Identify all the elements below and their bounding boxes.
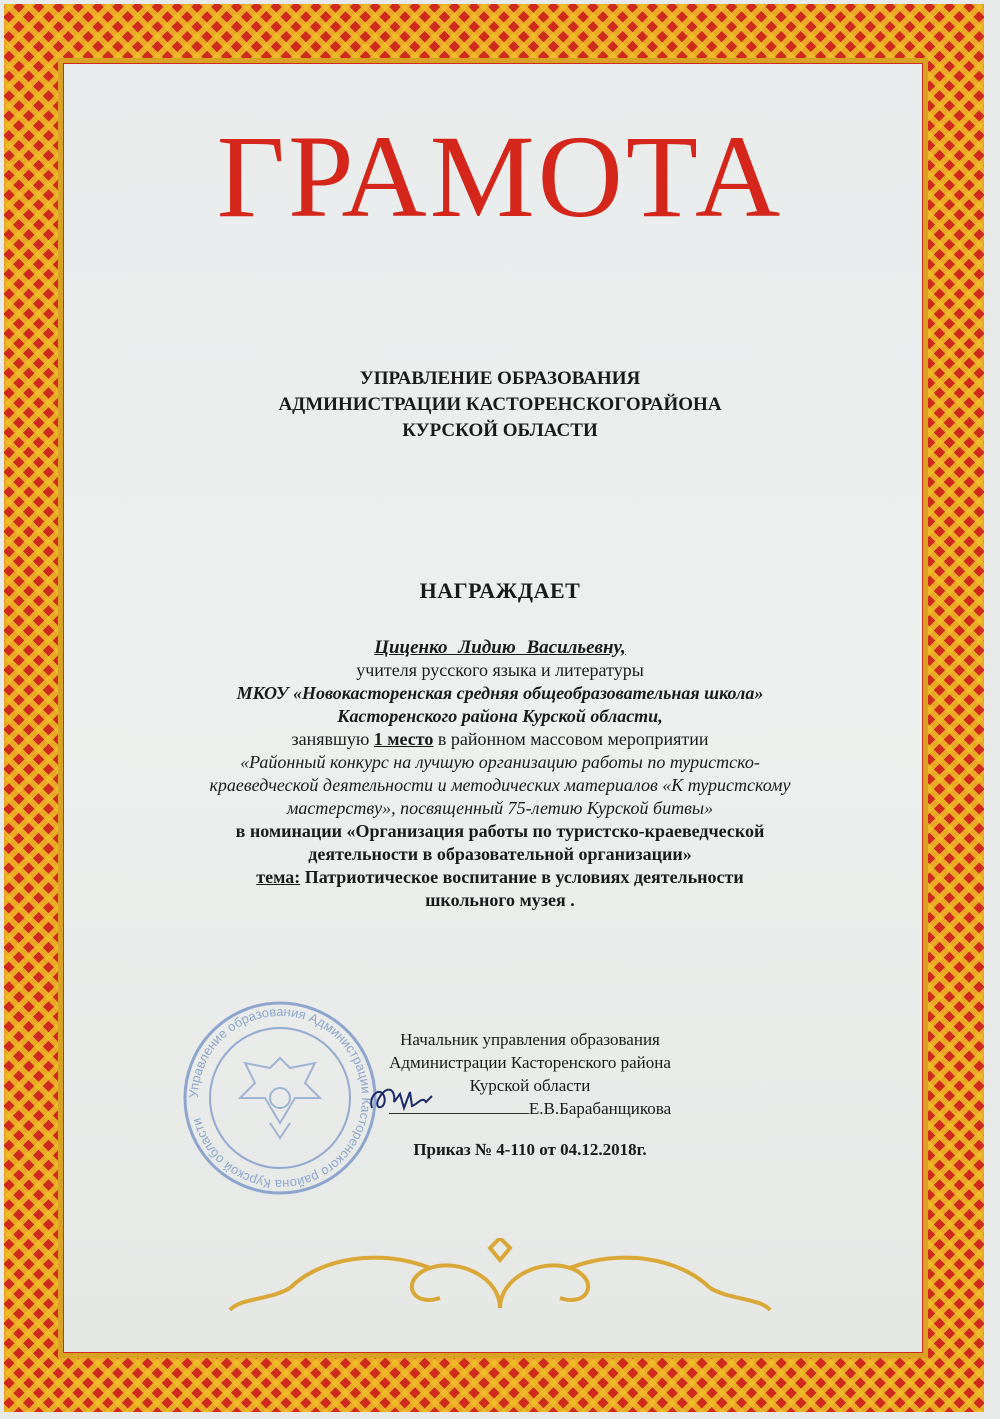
topic-line: школьного музея . xyxy=(425,890,575,910)
signer-name: Е.В.Барабанщикова xyxy=(528,1099,672,1118)
event-line: краеведческой деятельности и методических материалов «К туристскому xyxy=(209,775,791,795)
signer-title-line: Курской области xyxy=(469,1076,591,1095)
seal-text: Управление образования Администрации Касторенского района Курской области xyxy=(185,1003,375,1193)
nomination-line: в номинации «Организация работы по туристско-краеведческой xyxy=(235,821,765,841)
event-line: «Районный конкурс на лучшую организацию работы по туристско- xyxy=(240,752,760,772)
event-line: мастерству», посвященный 75-летию Курской битвы» xyxy=(286,798,714,818)
issuer-line: КУРСКОЙ ОБЛАСТИ xyxy=(402,420,598,441)
award-body xyxy=(140,636,860,912)
signer-title-line: Начальник управления образования xyxy=(400,1030,660,1049)
topic-label: тема: xyxy=(256,867,301,887)
topic-text: Патриотическое воспитание в условиях деятельности xyxy=(300,867,744,887)
order-reference: Приказ № 4-110 от 04.12.2018г. xyxy=(413,1140,647,1159)
signer-title-line: Администрации Касторенского района xyxy=(389,1053,671,1072)
nomination-line: деятельности в образовательной организации» xyxy=(308,844,692,864)
issuer-line: УПРАВЛЕНИЕ ОБРАЗОВАНИЯ xyxy=(359,368,641,389)
school-line: Касторенского района Курской области, xyxy=(337,706,663,726)
place-value: 1 место xyxy=(373,729,434,749)
place-suffix: в районном массовом мероприятии xyxy=(433,729,709,749)
awards-heading: НАГРАЖДАЕТ xyxy=(419,578,581,603)
certificate-title: ГРАМОТА xyxy=(216,111,784,242)
handwritten-signature xyxy=(366,1078,446,1122)
school-line: МКОУ «Новокасторенская средняя общеобразовательная школа» xyxy=(236,683,764,703)
topic-line xyxy=(140,866,860,889)
place-line xyxy=(140,728,860,751)
issuer-block xyxy=(140,366,860,444)
recipient-position: учителя русского языка и литературы xyxy=(356,660,644,680)
bottom-ornament-decoration xyxy=(200,1238,800,1318)
recipient-name: Циценко Лидию Васильевну, xyxy=(374,637,626,658)
place-prefix: занявшую xyxy=(291,729,374,749)
issuer-line: АДМИНИСТРАЦИИ КАСТОРЕНСКОГОРАЙОНА xyxy=(278,394,722,415)
coat-of-arms-icon xyxy=(240,1058,320,1138)
